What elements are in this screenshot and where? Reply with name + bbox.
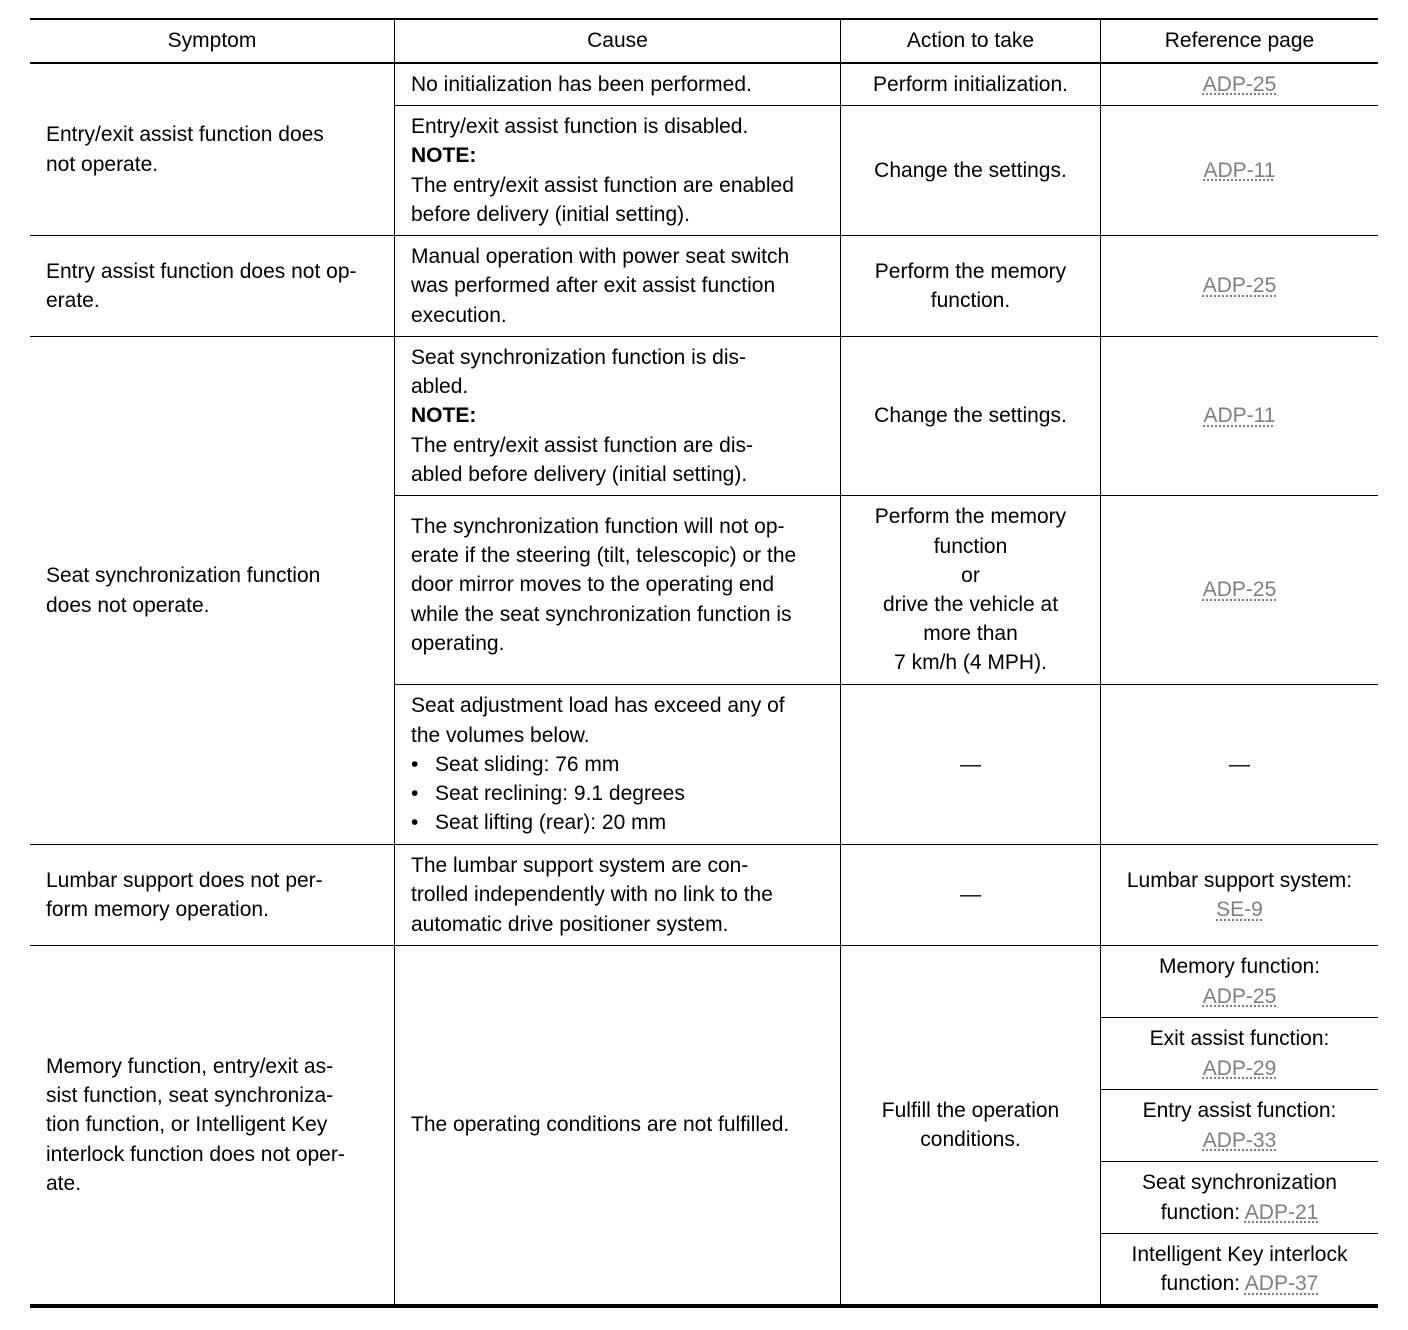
action-text: function. [930,289,1011,312]
cause-cell [395,946,840,1304]
action-text: Change the settings. [874,404,1067,428]
symptom-text: sist function, seat synchroniza- [46,1084,334,1108]
cause-cell [395,845,840,945]
action-text: Fulfill the operation [881,1098,1060,1122]
bullet-icon: • [411,752,419,776]
symptom-cell [30,337,394,844]
bullet-icon: • [411,782,419,806]
cause-text: before delivery (initial setting). [411,202,690,226]
symptom-cell [30,845,394,945]
symptom-text: Entry assist function does not op- [46,259,357,283]
symptom-cell [30,946,394,1304]
action-text: or [961,563,980,587]
symptom-text: tion function, or Intelligent Key [46,1113,328,1137]
note-label: NOTE: [411,404,477,428]
action-text: more than [923,622,1018,646]
cause-text: trolled independently with no link to the [411,883,773,907]
symptom-text: Memory function, entry/exit as- [46,1054,334,1078]
symptom-text: erate. [46,289,100,312]
reference-line [1161,1198,1319,1227]
cause-text: The entry/exit assist function are dis- [411,433,753,457]
action-text: Perform initialization. [873,72,1068,96]
action-text: — [960,752,981,776]
reference-label: Memory function: [1158,955,1321,979]
header-action [841,20,1100,62]
action-cell [841,685,1100,844]
cause-text: execution. [411,303,507,327]
cause-cell [395,236,840,336]
cause-text: automatic drive positioner system. [411,912,729,936]
list-item [411,750,619,779]
action-cell [841,496,1100,684]
reference-link[interactable]: ADP-37 [1244,1272,1319,1295]
header-symptom-label: Symptom [167,29,257,53]
reference-line [1161,1269,1319,1298]
reference-link[interactable]: ADP-29 [1202,1056,1277,1080]
reference-label: Seat synchronization [1142,1171,1337,1195]
cause-cell [395,337,840,495]
cause-text: The synchronization function will not op- [411,515,785,538]
action-text: drive the vehicle at [882,593,1059,616]
symptom-text: form memory operation. [46,898,269,921]
reference-cell [1101,337,1378,495]
header-action-label: Action to take [906,29,1035,53]
symptom-text: interlock function does not oper- [46,1142,345,1166]
cause-cell [395,496,840,684]
symptom-text: Seat synchronization function [46,564,321,588]
action-cell [841,946,1100,1304]
header-reference-label: Reference page [1164,29,1315,53]
symptom-text: ate. [46,1171,82,1195]
cause-text: the volumes below. [411,723,590,747]
reference-label: function: [1160,1272,1245,1295]
reference-label: Intelligent Key interlock [1131,1242,1348,1266]
reference-cell [1101,845,1378,945]
cause-text: No initialization has been performed. [411,72,752,96]
action-text: Perform the memory [874,259,1067,283]
header-symptom [30,20,394,62]
action-text: conditions. [920,1128,1021,1151]
cause-text: The lumbar support system are con- [411,854,749,878]
action-cell [841,845,1100,945]
cause-text: while the seat synchronization function is [411,602,792,626]
reference-cell [1101,1090,1378,1161]
reference-link[interactable]: ADP-11 [1203,158,1276,182]
reference-link[interactable]: ADP-21 [1244,1200,1319,1224]
cause-text: Seat synchronization function is dis- [411,345,747,369]
reference-cell [1101,946,1378,1017]
table-bottom-rule [30,1304,1378,1308]
note-label: NOTE: [411,144,477,168]
action-text: — [960,883,981,907]
header-reference [1101,20,1378,62]
action-text: function [933,534,1008,558]
cause-text: Seat adjustment load has exceed any of [411,694,785,718]
action-cell [841,236,1100,336]
reference-label: function: [1160,1200,1245,1224]
reference-text: — [1229,752,1250,776]
symptom-text: Lumbar support does not per- [46,868,323,892]
cause-text: door mirror moves to the operating end [411,573,775,597]
cause-text: The entry/exit assist function are enabled [411,173,794,197]
action-text: 7 km/h (4 MPH). [894,651,1047,675]
reference-link[interactable]: ADP-33 [1202,1128,1277,1152]
list-item [411,779,685,808]
reference-cell [1101,106,1378,235]
list-item [411,808,666,837]
symptom-text: not operate. [46,152,159,176]
cause-cell [395,685,840,844]
symptom-text: does not operate. [46,593,210,617]
bullet-text: Seat reclining: 9.1 degrees [435,782,685,806]
reference-link[interactable]: SE-9 [1216,898,1263,921]
cause-text: Entry/exit assist function is disabled. [411,115,749,139]
reference-link[interactable]: ADP-11 [1203,404,1276,428]
cause-text: Manual operation with power seat switch [411,245,790,269]
reference-link[interactable]: ADP-25 [1202,984,1277,1008]
cause-text: abled. [411,375,469,399]
cause-text: operating. [411,631,505,655]
reference-link[interactable]: ADP-25 [1202,578,1277,602]
symptom-cell [30,64,394,235]
reference-cell [1101,685,1378,844]
reference-cell [1101,236,1378,336]
cause-text: The operating conditions are not fulfilled. [411,1113,790,1137]
cause-text: was performed after exit assist function [411,274,776,298]
reference-label: Entry assist function: [1142,1099,1337,1123]
cause-cell [395,106,840,235]
reference-label: Exit assist function: [1149,1027,1330,1051]
action-cell [841,64,1100,105]
action-text: Change the settings. [874,158,1067,182]
cause-text: abled before delivery (initial setting). [411,462,748,486]
reference-label: Lumbar support system: [1126,868,1353,892]
symptom-text: Entry/exit assist function does [46,123,324,147]
cause-cell [395,64,840,105]
reference-cell [1101,496,1378,684]
bullet-icon: • [411,811,419,835]
symptom-cell [30,236,394,336]
reference-cell [1101,1018,1378,1089]
action-text: Perform the memory [874,505,1067,529]
reference-cell [1101,1162,1378,1233]
header-cause-label: Cause [587,29,648,53]
reference-cell [1101,1234,1378,1304]
bullet-text: Seat lifting (rear): 20 mm [435,811,667,835]
header-cause [395,20,840,62]
cause-text: erate if the steering (tilt, telescopic) or the [411,544,797,568]
action-cell [841,337,1100,495]
action-cell [841,106,1100,235]
reference-link[interactable]: ADP-25 [1202,72,1277,96]
reference-link[interactable]: ADP-25 [1202,274,1277,298]
bullet-text: Seat sliding: 76 mm [435,752,620,776]
reference-cell [1101,64,1378,105]
